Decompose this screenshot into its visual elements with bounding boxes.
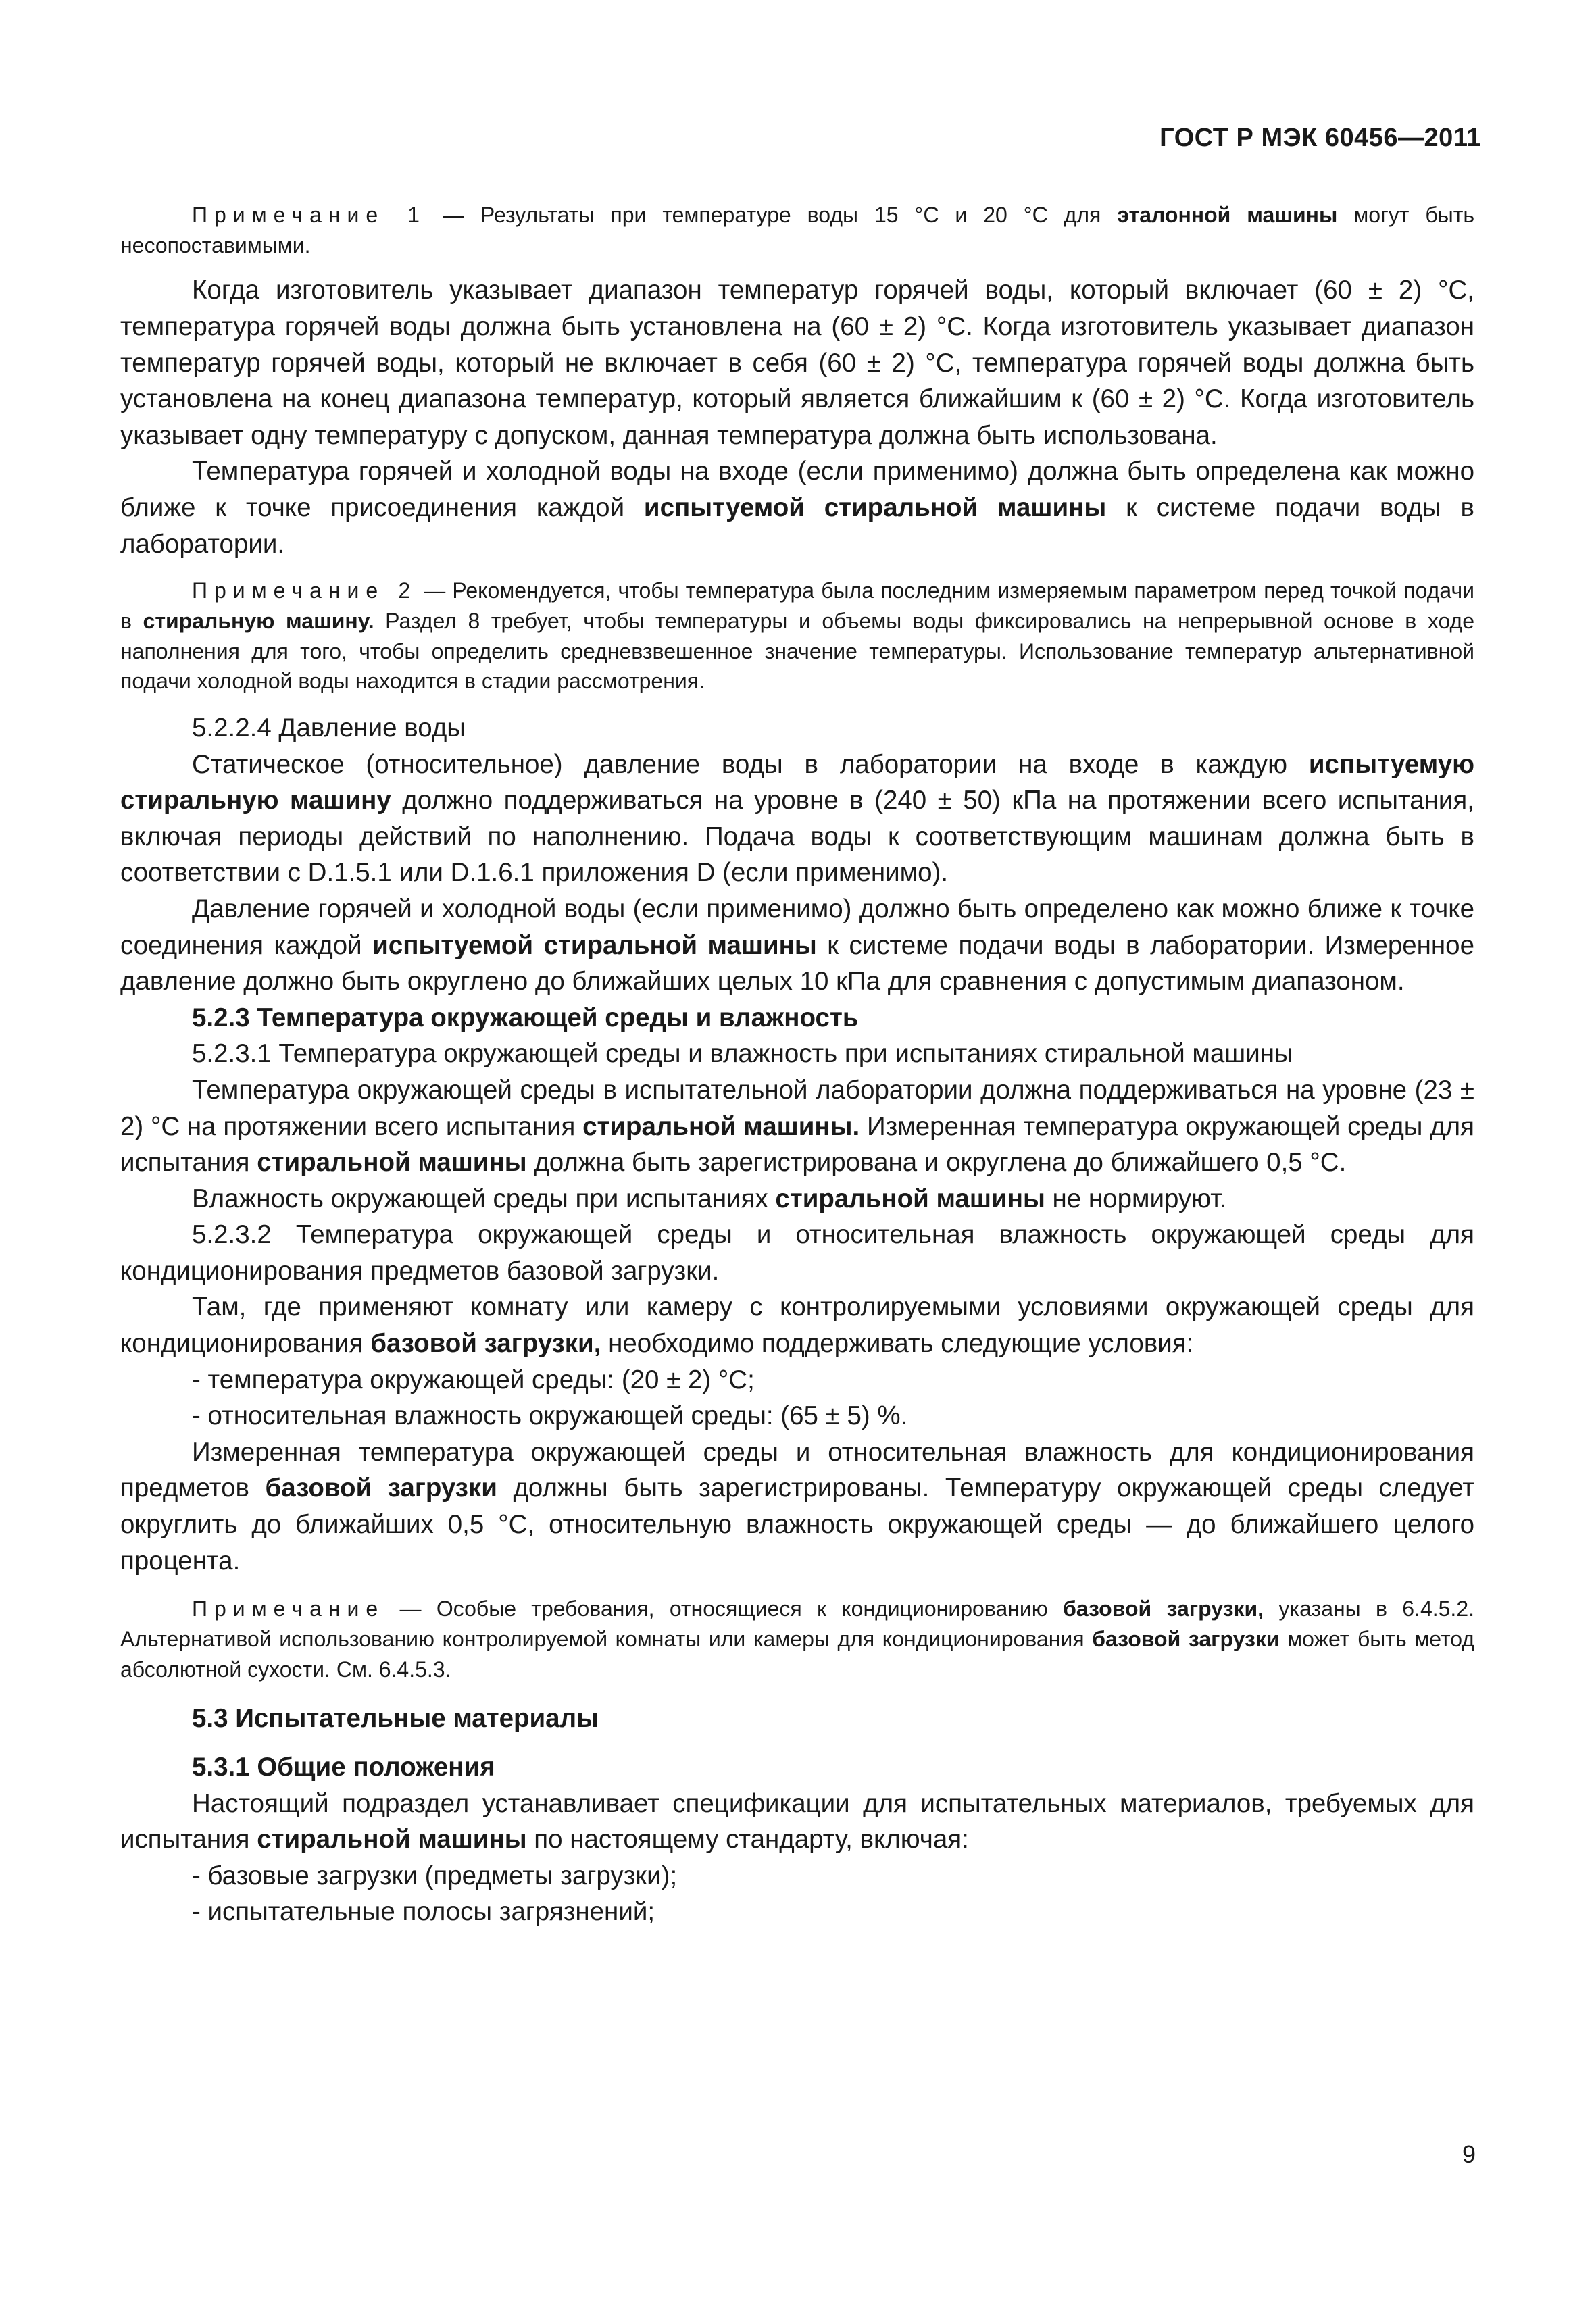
term: базовой загрузки, xyxy=(370,1329,601,1359)
paragraph-conditioning-measurement xyxy=(120,1434,1474,1579)
text: Влажность окружающей среды при испытаниях xyxy=(192,1184,776,1213)
heading-5-3-1: 5.3.1 Общие положения xyxy=(192,1752,495,1782)
document-header: ГОСТ Р МЭК 60456—2011 xyxy=(1159,124,1481,152)
note-label: Примечание 2 xyxy=(192,578,418,603)
note-text: Раздел 8 требует, чтобы температуры и объемы воды фиксировались на непрерывной основе в ходе наполнения для того, чтобы определить средневзвешенное значение температуры. Использование температур альтернативной подачи холодной воды находится в стадии рассмотрения. xyxy=(120,608,1475,694)
paragraph-water-temperature-inlet xyxy=(120,453,1474,562)
note-text: могут быть несопоставимыми. xyxy=(120,203,1475,257)
note-text: указаны в 6.4.5.2. Альтернативой использованию контролируемой комнаты или камеры для кондиционирования xyxy=(120,1596,1475,1651)
text: должна быть зарегистрирована и округлена до ближайшего 0,5 °С. xyxy=(526,1148,1347,1178)
text: по настоящему стандарту, включая: xyxy=(526,1825,969,1855)
paragraph-pressure-measurement xyxy=(120,891,1474,1000)
note-label: Примечание 1 xyxy=(192,203,426,227)
page-number: 9 xyxy=(1462,2140,1476,2168)
heading-5-2-3: 5.2.3 Температура окружающей среды и влажность xyxy=(192,1003,859,1032)
term: стиральной машины. xyxy=(582,1111,860,1141)
text: Измеренная температура окружающей среды и относительная влажность для кондиционирования предметов xyxy=(120,1437,1474,1503)
heading-5-2-3-2: 5.2.3.2 Температура окружающей среды и относительная влажность окружающей среды для кондиционирования предметов базовой загрузки. xyxy=(120,1220,1474,1286)
note-text: может быть метод абсолютной сухости. См. 6.4.5.3. xyxy=(120,1626,1475,1682)
paragraph-test-materials xyxy=(120,1786,1474,1858)
paragraph-humidity xyxy=(120,1181,1474,1217)
paragraph-static-pressure xyxy=(120,747,1474,891)
term: стиральную машину. xyxy=(143,608,374,633)
page-content xyxy=(120,200,1474,1930)
term: стиральной машины xyxy=(257,1148,527,1178)
note-1 xyxy=(120,200,1474,260)
term: базовой загрузки, xyxy=(1063,1596,1264,1621)
term: испытуемой стиральной машины xyxy=(372,930,817,960)
text: необходимо поддерживать следующие условия: xyxy=(601,1329,1194,1359)
text: не нормируют. xyxy=(1045,1184,1227,1213)
term: базовой загрузки xyxy=(1092,1626,1280,1651)
heading-5-2-2-4: 5.2.2.4 Давление воды xyxy=(192,713,466,743)
paragraph-ambient-temperature xyxy=(120,1072,1474,1181)
note-text: — Результаты при температуре воды 15 °С и 20 °С для xyxy=(426,203,1118,227)
term: испытуемой стиральной машины xyxy=(643,493,1107,522)
text: должно поддерживаться на уровне в (240 ± 50) кПа на протяжении всего испытания, включая периоды действий по наполнению. Подача воды к соответствующим машинам должна быть в соответствии с D.1.5.1 или D.1.6.1 приложения D (если применимо). xyxy=(120,786,1474,888)
list-item: - температура окружающей среды: (20 ± 2) °С; xyxy=(192,1365,755,1394)
term: стиральной машины xyxy=(257,1825,527,1855)
note-text: — Рекомендуется, чтобы температура была последним измеряемым параметром перед точкой подачи в xyxy=(120,578,1475,633)
note-label: Примечание xyxy=(192,1596,385,1621)
text: к системе подачи воды в лаборатории. xyxy=(120,493,1474,559)
note-text: — Особые требования, относящиеся к кондиционированию xyxy=(384,1596,1064,1621)
note-2 xyxy=(120,576,1474,697)
term: испытуемую стиральную машину xyxy=(120,749,1474,815)
list-item: - относительная влажность окружающей среды: (65 ± 5) %. xyxy=(192,1401,908,1431)
term: эталонной машины xyxy=(1117,203,1338,227)
text: Настоящий подраздел устанавливает спецификации для испытательных материалов, требуемых для испытания xyxy=(120,1788,1474,1855)
heading-5-3: 5.3 Испытательные материалы xyxy=(192,1704,599,1734)
text: Измеренная температура окружающей среды для испытания xyxy=(120,1111,1474,1178)
heading-5-2-3-1: 5.2.3.1 Температура окружающей среды и влажность при испытаниях стиральной машины xyxy=(192,1039,1293,1069)
paragraph-conditioning-room xyxy=(120,1289,1474,1361)
term: стиральной машины xyxy=(775,1184,1045,1213)
text: Температура горячей и холодной воды на входе (если применимо) должна быть определена как можно ближе к точке присоединения каждой xyxy=(120,457,1474,522)
text: Давление горячей и холодной воды (если применимо) должно быть определено как можно ближе к точке соединения каждой xyxy=(120,894,1474,960)
paragraph-hot-water-range: Когда изготовитель указывает диапазон температур горячей воды, который включает (60 ± 2) °С, температура горячей воды должна быть установлена на (60 ± 2) °С. Когда изготовитель указывает диапазон температур горячей воды, который не включает в себя (60 ± 2) °С, температура горячей воды должна быть установлена на конец диапазона температур, который является ближайшим к (60 ± 2) °С. Когда изготовитель указывает одну температуру с допуском, данная температура должна быть использована. xyxy=(120,276,1474,450)
text: Температура окружающей среды в испытательной лаборатории должна поддерживаться на уровне (23 ± 2) °С на протяжении всего испытания xyxy=(120,1075,1474,1141)
text: к системе подачи воды в лаборатории. Измеренное давление должно быть округлено до ближайших целых 10 кПа для сравнения с допустимым диапазоном. xyxy=(120,930,1474,997)
list-item: - испытательные полосы загрязнений; xyxy=(192,1897,655,1927)
text: должны быть зарегистрированы. Температуру окружающей среды следует округлить до ближайших 0,5 °С, относительную влажность окружающей среды — до ближайшего целого процента. xyxy=(120,1474,1474,1576)
note-3 xyxy=(120,1594,1474,1684)
text: Статическое (относительное) давление воды в лаборатории на входе в каждую xyxy=(192,749,1309,779)
term: базовой загрузки xyxy=(265,1474,497,1503)
list-item: - базовые загрузки (предметы загрузки); xyxy=(192,1861,678,1890)
text: Там, где применяют комнату или камеру с контролируемыми условиями окружающей среды для кондиционирования xyxy=(120,1292,1474,1359)
